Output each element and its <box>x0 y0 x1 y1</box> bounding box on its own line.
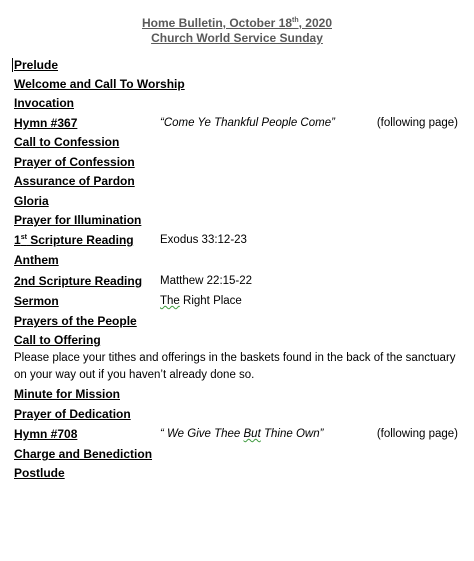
service-row-gloria <box>14 193 460 211</box>
first-scripture-reference: Exodus 33:12-23 <box>160 234 247 246</box>
service-row-assurance <box>14 173 460 191</box>
service-item-welcome: Welcome and Call To Worship <box>14 77 185 91</box>
service-item-charge-and-benediction: Charge and Benediction <box>14 447 153 461</box>
service-row-prelude <box>14 57 460 75</box>
hymn-708-title: “ We Give Thee But Thine Own” <box>160 428 324 440</box>
service-item-call-to-confession: Call to Confession <box>14 135 120 149</box>
service-item-invocation: Invocation <box>14 96 75 110</box>
service-item-first-scripture: 1st Scripture Reading <box>14 233 134 247</box>
service-row-postlude <box>14 465 460 483</box>
service-row-anthem <box>14 252 460 270</box>
service-row-second-scripture <box>14 273 460 291</box>
service-item-call-to-offering: Call to Offering <box>14 333 101 347</box>
service-row-invocation <box>14 95 460 113</box>
service-item-anthem: Anthem <box>14 253 59 267</box>
service-item-minute-for-mission: Minute for Mission <box>14 387 120 401</box>
hymn-367-note: (following page) <box>376 117 458 129</box>
service-row-prayer-of-confession <box>14 154 460 172</box>
service-item-postlude: Postlude <box>14 466 65 480</box>
bulletin-title: Home Bulletin, October 18th, 2020 <box>141 16 332 30</box>
service-row-hymn-708 <box>14 426 460 444</box>
service-item-prayer-of-dedication: Prayer of Dedication <box>14 407 131 421</box>
offering-instructions: Please place your tithes and offerings in the baskets found in the back of the sanctuary on your way out if you haven’t already done so. <box>14 352 456 381</box>
service-row-call-to-confession <box>14 134 460 152</box>
service-item-sermon: Sermon <box>14 294 59 308</box>
service-item-hymn-367: Hymn #367 <box>14 116 78 130</box>
service-row-prayers-of-the-people <box>14 313 460 331</box>
second-scripture-reference: Matthew 22:15-22 <box>160 275 253 287</box>
service-item-prayers-of-the-people: Prayers of the People <box>14 314 137 328</box>
service-item-prayer-of-confession: Prayer of Confession <box>14 155 135 169</box>
service-item-hymn-708: Hymn #708 <box>14 427 78 441</box>
service-row-prayer-for-illumination <box>14 212 460 230</box>
service-item-gloria: Gloria <box>14 194 49 208</box>
service-row-prayer-of-dedication <box>14 406 460 424</box>
service-row-welcome <box>14 76 460 94</box>
date-suffix: th <box>292 17 299 24</box>
hymn-367-title: “Come Ye Thankful People Come” <box>160 117 335 129</box>
service-row-hymn-367 <box>14 115 460 133</box>
service-row-sermon <box>14 293 460 311</box>
bulletin-subtitle: Church World Service Sunday <box>151 31 323 45</box>
service-row-call-to-offering <box>14 332 460 350</box>
service-row-first-scripture <box>14 232 460 250</box>
text-cursor <box>12 58 13 72</box>
sermon-title: The Right Place <box>160 295 242 307</box>
service-item-prayer-for-illumination: Prayer for Illumination <box>14 213 142 227</box>
service-row-charge-and-benediction <box>14 446 460 464</box>
hymn-708-note: (following page) <box>376 428 458 440</box>
service-item-second-scripture: 2nd Scripture Reading <box>14 274 143 288</box>
service-item-prelude: Prelude <box>14 58 59 72</box>
service-item-assurance: Assurance of Pardon <box>14 174 135 188</box>
service-row-minute-for-mission <box>14 386 460 404</box>
